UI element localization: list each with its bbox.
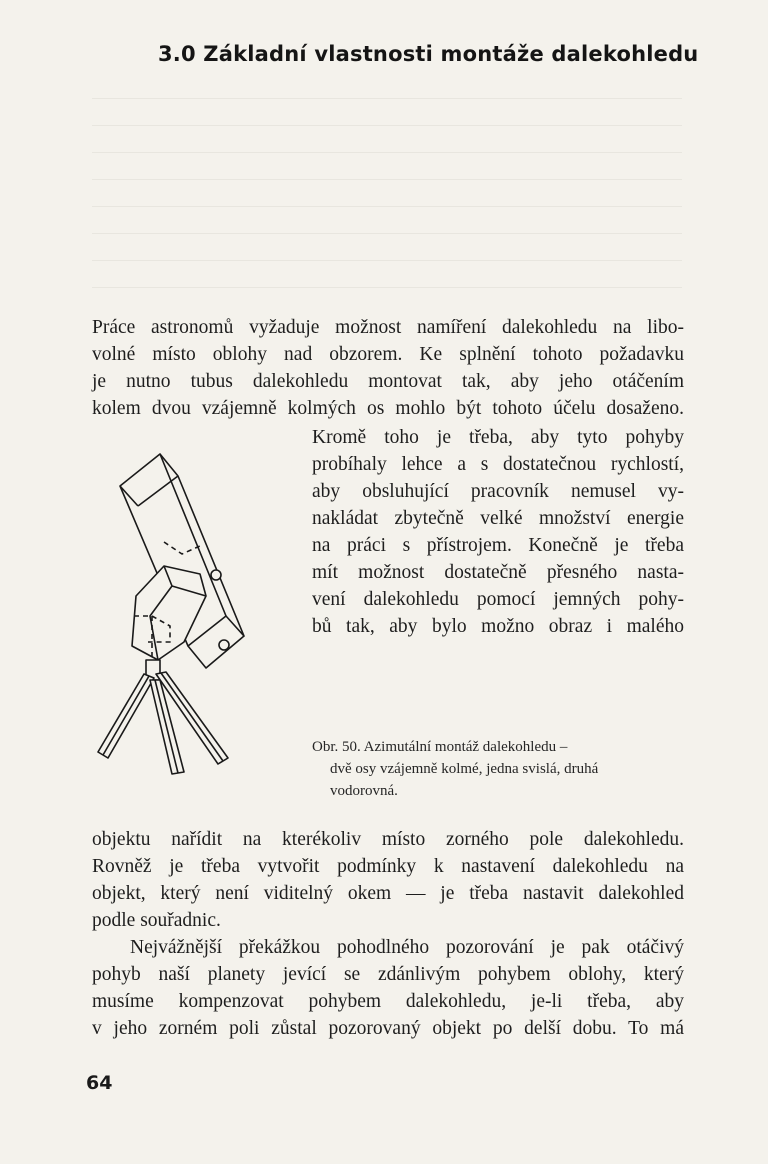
text-line: v jeho zorném poli zůstal pozorovaný objekt po delší dobu. To má xyxy=(92,1018,684,1039)
text-line: kolem dvou vzájemně kolmých os mohlo být tohoto účelu dosaženo. xyxy=(92,398,684,419)
text-line: nakládat zbytečně velké množství energie xyxy=(312,508,684,529)
page-number: 64 xyxy=(86,1072,113,1094)
telescope-mount-illustration xyxy=(88,446,298,776)
paragraph-beside-figure xyxy=(312,424,684,640)
figure-azimuthal-mount xyxy=(88,446,298,776)
paragraph-continued xyxy=(92,826,684,934)
caption-line: vodorovná. xyxy=(330,783,398,799)
axis-knob xyxy=(211,570,221,580)
text-line: vení dalekohledu pomocí jemných pohy- xyxy=(312,589,684,610)
text-line: Rovněž je třeba vytvořit podmínky k nastavení dalekohledu na xyxy=(92,856,684,877)
text-line: bů tak, aby bylo možno obraz i malého xyxy=(312,616,684,637)
text-line: objektu nařídit na kterékoliv místo zorného pole dalekohledu. xyxy=(92,829,684,850)
figure-caption xyxy=(312,736,684,802)
text-line: aby obsluhující pracovník nemusel vy- xyxy=(312,481,684,502)
text-line: podle souřadnic. xyxy=(92,910,221,931)
paragraph-intro xyxy=(92,314,684,422)
text-line: probíhaly lehce a s dostatečnou rychlostí, xyxy=(312,454,684,475)
caption-line: dvě osy vzájemně kolmé, jedna svislá, druhá xyxy=(330,761,599,777)
text-line: je nutno tubus dalekohledu montovat tak, aby jeho otáčením xyxy=(92,371,684,392)
telescope-tube-bottom xyxy=(188,636,244,668)
text-line: pohyb naší planety jevící se zdánlivým pohybem oblohy, který xyxy=(92,964,684,985)
text-line: musíme kompenzovat pohybem dalekohledu, je-li třeba, aby xyxy=(92,991,684,1012)
text-line: Práce astronomů vyžaduje možnost namíření dalekohledu na libo- xyxy=(92,317,684,338)
caption-line: Obr. 50. Azimutální montáž dalekohledu – xyxy=(312,739,568,755)
text-line: mít možnost dostatečně přesného nasta- xyxy=(312,562,684,583)
text-line: objekt, který není viditelný okem — je třeba nastavit dalekohled xyxy=(92,883,684,904)
paragraph-rotation xyxy=(92,934,684,1042)
text-line: na práci s přístrojem. Konečně je třeba xyxy=(312,535,684,556)
section-heading: 3.0 Základní vlastnosti montáže dalekohledu xyxy=(158,42,699,66)
text-line: volné místo oblohy nad obzorem. Ke splnění tohoto požadavku xyxy=(92,344,684,365)
show-through-texture xyxy=(92,80,682,310)
text-line: Nejvážnější překážkou pohodlného pozorování je pak otáčivý xyxy=(130,937,684,958)
text-line: Kromě toho je třeba, aby tyto pohyby xyxy=(312,427,684,448)
